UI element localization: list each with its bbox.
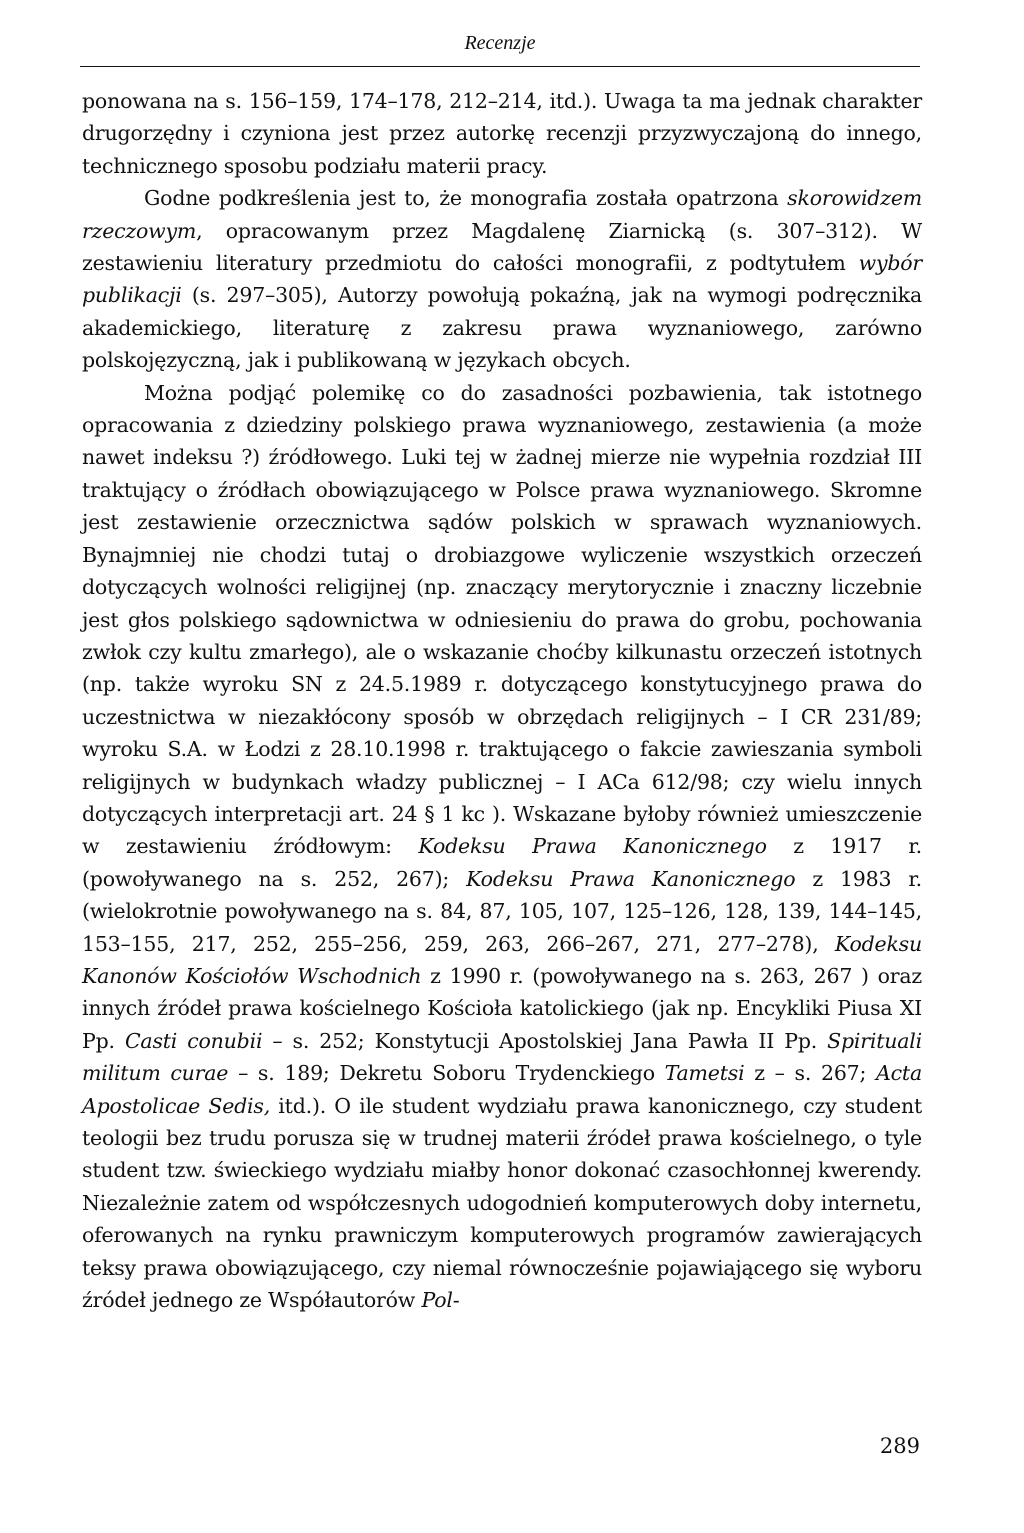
italic-text: Acta Apostolicae Sedis, (82, 1061, 922, 1118)
italic-text: Tametsi (664, 1061, 745, 1086)
text-run: z 1917 r. (powoływanego na s. 252, 267); (82, 834, 922, 891)
text-run: itd.). O ile student wydziału prawa kanonicznego, czy student teologii bez trudu porusza się w trudnej materii źródeł prawa kościelnego, o tyle student tzw. świeckiego wydziału miałby honor dokonać czasochłonnej kwerendy. Niezależnie zatem od współczesnych udogodnień komputerowych doby internetu, oferowanych na rynku prawniczym komputerowych programów zawierających teksy prawa obowiązującego, czy niemal równocześnie pojawiającego się wyboru źródeł jednego ze Współautorów (82, 1093, 922, 1313)
text-run: Można podjąć polemikę co do zasadności pozbawienia, tak istotnego opracowania z dziedziny polskiego prawa wyznaniowego, zestawienia (a może nawet indeksu ?) źródłowego. Luki tej w żadnej mierze nie wypełnia rozdział III traktujący o źródłach obowiązującego w Polsce prawa wyznaniowego. Skromne jest zestawienie orzecznictwa sądów polskich w sprawach wyznaniowych. Bynajmniej nie chodzi tutaj o drobiazgowe wyliczenie wszystkich orzeczeń dotyczących wolności religijnej (np. znaczący merytorycznie i znaczny liczebnie jest głos polskiego sądownictwa w odniesieniu do prawa do grobu, pochowania zwłok czy kultu zmarłego), ale o wskazanie choćby kilkunastu orzeczeń istotnych (np. także wyroku SN z 24.5.1989 r. dotyczącego konstytucyjnego prawa do uczestnictwa w niezakłócony sposób w obrzędach religijnych – I CR 231/89; wyroku S.A. w Łodzi z 28.10.1998 r. traktującego o fakcie zawieszania symboli religijnych w budynkach władzy publicznej – I ACa 612/98; czy wielu innych dotyczących interpretacji art. 24 § 1 kc ). Wskazane byłoby również umieszczenie w zestawieniu źródłowym: (82, 380, 922, 859)
page-number: 289 (879, 1434, 920, 1458)
text-run: Godne podkreślenia jest to, że monografia została opatrzona (144, 186, 788, 211)
running-head: Recenzje (464, 32, 536, 54)
italic-text: wybór publikacji (82, 251, 922, 308)
paragraph (82, 377, 922, 1317)
italic-text: Pol- (421, 1288, 460, 1313)
text-run: z 1983 r. (wielokrotnie powoływanego na s. 84, 87, 105, 107, 125–126, 128, 139, 144–145, 153–155, 217, 252, 255–256, 259, 263, 266–267, 271, 277–278), (82, 866, 922, 956)
text-run: ponowana na s. 156–159, 174–178, 212–214, itd.). Uwaga ta ma jednak charakter drugorzędny i czyniona jest przez autorkę recenzji przyzwyczajoną do innego, technicznego sposobu podziału materii pracy. (82, 89, 922, 178)
italic-text: Kodeksu Prawa Kanonicznego (466, 866, 796, 891)
header-rule (80, 66, 920, 67)
italic-text: skorowidzem rzeczowym (82, 186, 922, 243)
text-run: – s. 189; Dekretu Soboru Trydenckiego (228, 1061, 665, 1086)
text-run: , opracowanym przez Magdalenę Ziarnicką (s. 307–312). W zestawieniu literatury przedmiotu do całości monografii, z podtytułem (82, 218, 922, 276)
text-run: z – s. 267; (744, 1061, 877, 1086)
text-run: (s. 297–305), Autorzy powołują pokaźną, jak na wymogi podręcznika akademickiego, literaturę z zakresu prawa wyznaniowego, zarówno polskojęzyczną, jak i publikowaną w językach obcych. (82, 283, 922, 373)
italic-text: Kodeksu Kanonów Kościołów Wschodnich (82, 931, 922, 988)
italic-text: Spirituali militum curae (82, 1028, 923, 1086)
italic-text: Kodeksu Prawa Kanonicznego (418, 834, 767, 859)
text-run: – s. 252; Konstytucji Apostolskiej Jana Pawła II Pp. (262, 1028, 828, 1053)
italic-text: Casti conubii (124, 1028, 263, 1053)
paragraph (82, 182, 922, 376)
body-text (82, 85, 922, 1316)
paragraph (82, 85, 922, 182)
text-run: z 1990 r. (powoływanego na s. 263, 267 ) oraz innych źródeł prawa kościelnego Kościoła katolickiego (jak np. Encykliki Piusa XI Pp. (82, 963, 922, 1053)
